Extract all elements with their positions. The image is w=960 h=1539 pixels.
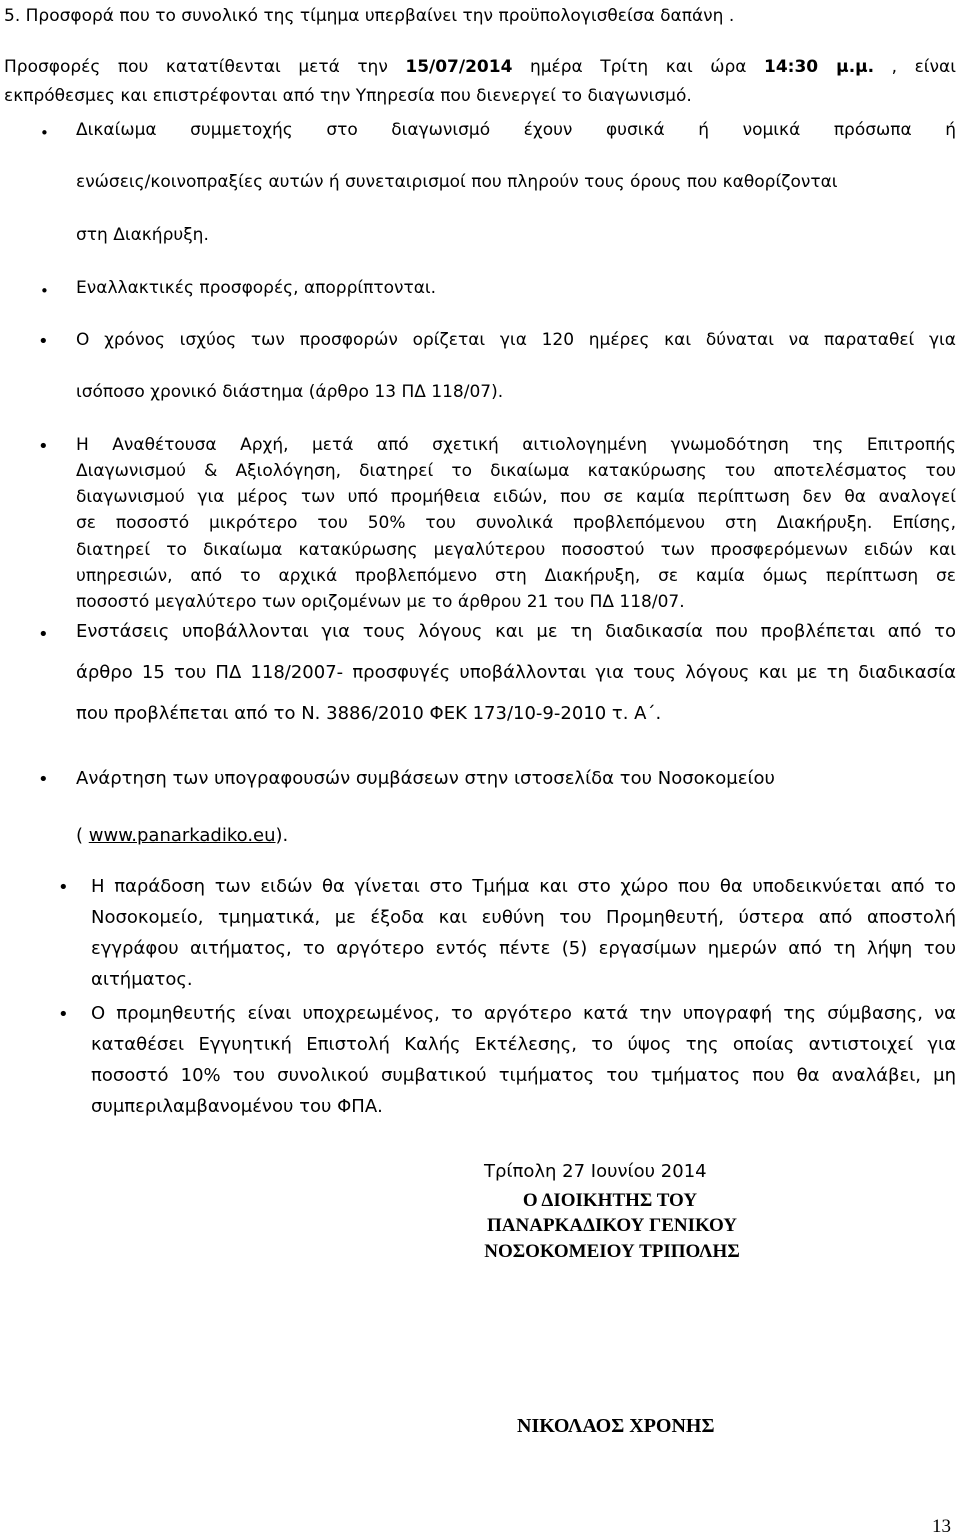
b6-open: ( [76, 825, 89, 846]
b3-line2: ισόποσο χρονικό διάστημα (άρθρο 13 ΠΔ 118/07). [76, 382, 504, 402]
late-offers-line2: εκπρόθεσμες και επιστρέφονται από την Υπηρεσία που διενεργεί το διαγωνισμό. [4, 86, 692, 106]
late-offers-mid: ημέρα Τρίτη και ώρα [512, 57, 765, 77]
late-offers-prefix: Προσφορές που κατατίθενται μετά την [4, 57, 406, 77]
b6-line1: Ανάρτηση των υπογραφουσών συμβάσεων στην ιστοσελίδα του Νοσοκομείου [76, 768, 775, 789]
b5-line1: Ενστάσεις υποβάλλονται για τους λόγους και με τη διαδικασία που προβλέπεται από το [76, 621, 956, 642]
b4-line5: διατηρεί το δικαίωμα κατακύρωσης μεγαλύτερου ποσοστού των προσφερόμενων ειδών και [76, 540, 956, 560]
bullet-icon: • [58, 1004, 69, 1025]
b8-line3: ποσοστό 10% του συνολικού συμβατικού τιμήματος του τμήματος που θα αναλάβει, μη [91, 1065, 956, 1086]
b6-line2 [76, 825, 288, 846]
b7-line1: Η παράδοση των ειδών θα γίνεται στο Τμήμα και στο χώρο που θα υποδεικνύεται από το [91, 876, 956, 897]
b4-line7: ποσοστό μεγαλύτερο των οριζομένων με το άρθρου 21 του ΠΔ 118/07. [76, 592, 685, 612]
b4-line3: διαγωνισμού για μέρος των υπό προμήθεια ειδών, που σε καμία περίπτωση δεν θα αναλογεί [76, 487, 956, 507]
signatory-title-line1: Ο ΔΙΟΙΚΗΤΗΣ ΤΟΥ [522, 1190, 698, 1211]
bullet-icon: • [38, 331, 49, 352]
bullet-icon: • [38, 436, 49, 457]
b8-line1: Ο προμηθευτής είναι υποχρεωμένος, το αργότερο κατά την υπογραφή της σύμβασης, να [91, 1003, 956, 1024]
signatory-title-line3: ΝΟΣΟΚΟΜΕΙΟΥ ΤΡΙΠΟΛΗΣ [484, 1241, 740, 1262]
b7-line3: εγγράφου αιτήματος, το αργότερο εντός πέντε (5) εργασίμων ημερών από τη λήψη του [91, 938, 956, 959]
b1-line3: στη Διακήρυξη. [76, 225, 209, 245]
b3-line1: Ο χρόνος ισχύος των προσφορών ορίζεται για 120 ημέρες και δύναται να παραταθεί για [76, 330, 956, 350]
bullet-icon: • [58, 877, 69, 898]
b2-line1: Εναλλακτικές προσφορές, απορρίπτονται. [76, 278, 437, 298]
b8-line2: καταθέσει Εγγυητική Επιστολή Καλής Εκτέλεσης, το ύψος της οποίας αντιστοιχεί για [91, 1034, 956, 1055]
b7-line4: αιτήματος. [91, 969, 193, 990]
bullet-icon: • [38, 769, 49, 790]
bullet-icon: • [38, 624, 49, 645]
deadline-date: 15/07/2014 [405, 57, 513, 77]
bullet-icon: • [40, 282, 49, 300]
website-link[interactable]: www.panarkadiko.eu [88, 825, 276, 846]
b5-line2: άρθρο 15 του ΠΔ 118/2007- προσφυγές υποβάλλονται για τους λόγους και με τη διαδικασία [76, 662, 956, 683]
b8-line4: συμπεριλαμβανομένου του ΦΠΑ. [91, 1096, 383, 1117]
deadline-time: 14:30 μ.μ. [764, 57, 875, 77]
b1-line1: Δικαίωμα συμμετοχής στο διαγωνισμό έχουν φυσικά ή νομικά πρόσωπα ή [76, 120, 956, 140]
bullet-icon: • [40, 124, 49, 142]
page-number: 13 [932, 1516, 951, 1537]
signatory-name: ΝΙΚΟΛΑΟΣ ΧΡΟΝΗΣ [517, 1415, 715, 1437]
place-date: Τρίπολη 27 Ιουνίου 2014 [484, 1161, 707, 1182]
b4-line1: Η Αναθέτουσα Αρχή, μετά από σχετική αιτιολογημένη γνωμοδότηση της Επιτροπής [76, 435, 956, 455]
signatory-title-line2: ΠΑΝΑΡΚΑΔΙΚΟΥ ΓΕΝΙΚΟΥ [487, 1215, 737, 1236]
b4-line2: Διαγωνισμού & Αξιολόγηση, διατηρεί το δικαίωμα κατακύρωσης του αποτελέσματος του [76, 461, 956, 481]
b5-line3: που προβλέπεται από το Ν. 3886/2010 ΦΕΚ 173/10-9-2010 τ. Α΄. [76, 703, 662, 724]
b6-close: ). [275, 825, 289, 846]
b1-line2: ενώσεις/κοινοπραξίες αυτών ή συνεταιρισμοί που πληρούν τους όρους που καθορίζονται [76, 172, 838, 192]
late-offers-line1 [4, 57, 956, 77]
late-offers-suffix: , είναι [874, 57, 956, 77]
b4-line6: υπηρεσιών, από το αρχικά προβλεπόμενο στη Διακήρυξη, σε καμία όμως περίπτωση σε [76, 566, 956, 586]
item-5: 5. Προσφορά που το συνολικό της τίμημα υπερβαίνει την προϋπολογισθείσα δαπάνη . [4, 6, 735, 26]
b7-line2: Νοσοκομείο, τμηματικά, με έξοδα και ευθύνη του Προμηθευτή, ύστερα από αποστολή [91, 907, 956, 928]
b4-line4: σε ποσοστό μικρότερο του 50% του συνολικά προβλεπόμενου στη Διακήρυξη. Επίσης, [76, 513, 956, 533]
